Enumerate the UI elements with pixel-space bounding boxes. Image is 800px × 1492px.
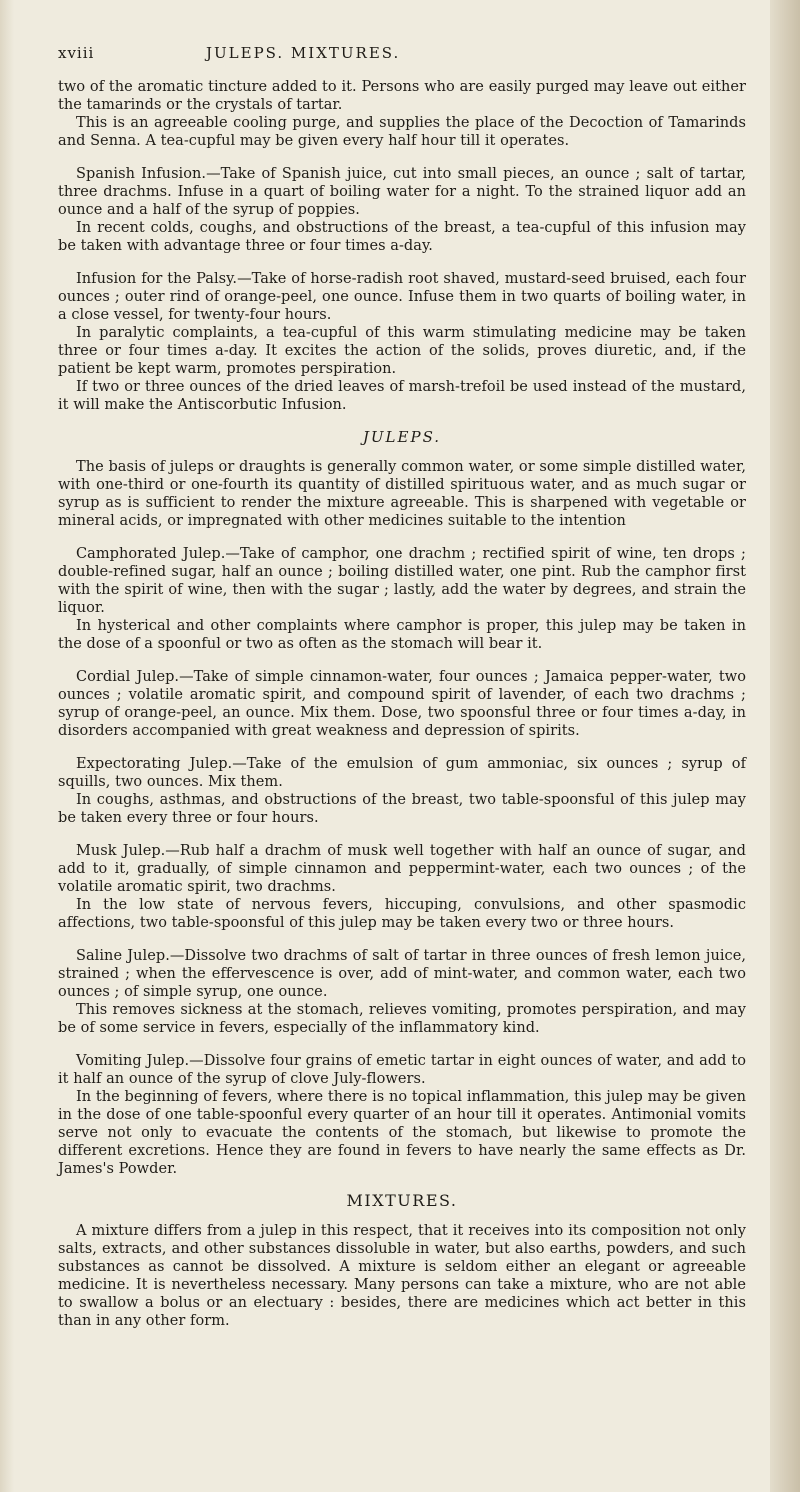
page-number: xviii (58, 44, 95, 62)
paragraph: In the beginning of fevers, where there is no topical inflammation, this julep may be given in the dose of one table-spoonful every quarter of an hour till it operates. Antimonial vomits serve not only to evacuate the contents of the stomach, but likewise to promote the different excretions. Hence they are found in fevers to have nearly the same effects as Dr. James's Powder. (58, 1089, 746, 1177)
page-gutter-shadow (0, 0, 14, 1492)
page-content (58, 44, 746, 1330)
page-header (58, 44, 746, 62)
recipe-paragraph: Cordial Julep.—Take of simple cinnamon-water, four ounces ; Jamaica pepper-water, two ounces ; volatile aromatic spirit, and compound spirit of lavender, of each two drachms ; syrup of orange-peel, an ounce. Mix them. Dose, two spoonsful three or four times a-day, in disorders accompanied with great weakness and depression of spirits. (58, 669, 746, 739)
paragraph: In paralytic complaints, a tea-cupful of this warm stimulating medicine may be taken three or four times a-day. It excites the action of the solids, proves diuretic, and, if the patient be kept warm, promotes perspiration. (58, 325, 746, 377)
paragraph: This is an agreeable cooling purge, and supplies the place of the Decoction of Tamarinds and Senna. A tea-cupful may be given every half hour till it operates. (58, 115, 746, 149)
page-edge-shadow (770, 0, 800, 1492)
recipe-paragraph: Infusion for the Palsy.—Take of horse-radish root shaved, mustard-seed bruised, each four ounces ; outer rind of orange-peel, one ounce. Infuse them in two quarts of boiling water, in a close vessel, for twenty-four hours. (58, 271, 746, 323)
recipe-paragraph: Vomiting Julep.—Dissolve four grains of emetic tartar in eight ounces of water, and add to it half an ounce of the syrup of clove July-flowers. (58, 1053, 746, 1087)
paragraph: In coughs, asthmas, and obstructions of the breast, two table-spoonsful of this julep may be taken every three or four hours. (58, 792, 746, 826)
recipe-paragraph: Musk Julep.—Rub half a drachm of musk well together with half an ounce of sugar, and add to it, gradually, of simple cinnamon and peppermint-water, each two ounces ; of the volatile aromatic spirit, two drachms. (58, 843, 746, 895)
paragraph: In recent colds, coughs, and obstructions of the breast, a tea-cupful of this infusion may be taken with advantage three or four times a-day. (58, 220, 746, 254)
paragraph: In hysterical and other complaints where camphor is proper, this julep may be taken in the dose of a spoonful or two as often as the stomach will bear it. (58, 618, 746, 652)
paragraph: This removes sickness at the stomach, relieves vomiting, promotes perspiration, and may be of some service in fevers, especially of the inflammatory kind. (58, 1002, 746, 1036)
paragraph: In the low state of nervous fevers, hiccuping, convulsions, and other spasmodic affections, two table-spoonsful of this julep may be taken every two or three hours. (58, 897, 746, 931)
paragraph: If two or three ounces of the dried leaves of marsh-trefoil be used instead of the mustard, it will make the Antiscorbutic Infusion. (58, 379, 746, 413)
section-heading-juleps: JULEPS. (362, 428, 442, 446)
recipe-paragraph: Camphorated Julep.—Take of camphor, one drachm ; rectified spirit of wine, ten drops ; double-refined sugar, half an ounce ; boiling distilled water, one pint. Rub the camphor first with the spirit of wine, then with the sugar ; lastly, add the water by degrees, and strain the liquor. (58, 546, 746, 616)
recipe-paragraph: Expectorating Julep.—Take of the emulsion of gum ammoniac, six ounces ; syrup of squills, two ounces. Mix them. (58, 756, 746, 790)
section-heading-mixtures: MIXTURES. (346, 1191, 458, 1210)
recipe-paragraph: Saline Julep.—Dissolve two drachms of salt of tartar in three ounces of fresh lemon juice, strained ; when the effervescence is over, add of mint-water, and common water, each two ounces ; of simple syrup, one ounce. (58, 948, 746, 1000)
paragraph: two of the aromatic tincture added to it. Persons who are easily purged may leave out either the tamarinds or the crystals of tartar. (58, 79, 746, 113)
paragraph: A mixture differs from a julep in this respect, that it receives into its composition not only salts, extracts, and other substances dissoluble in water, but also earths, powders, and such substances as cannot be dissolved. A mixture is seldom either an elegant or agreeable medicine. It is nevertheless necessary. Many persons can take a mixture, who are not able to swallow a bolus or an electuary : besides, there are medicines which act better in this than in any other form. (58, 1223, 746, 1329)
running-head: JULEPS. MIXTURES. (206, 44, 401, 62)
paragraph: The basis of juleps or draughts is generally common water, or some simple distilled water, with one-third or one-fourth its quantity of distilled spirituous water, and as much sugar or syrup as is sufficient to render the mixture agreeable. This is sharpened with vegetable or mineral acids, or impregnated with other medicines suitable to the intention (58, 459, 746, 529)
recipe-paragraph: Spanish Infusion.—Take of Spanish juice, cut into small pieces, an ounce ; salt of tartar, three drachms. Infuse in a quart of boiling water for a night. To the strained liquor add an ounce and a half of the syrup of poppies. (58, 166, 746, 218)
